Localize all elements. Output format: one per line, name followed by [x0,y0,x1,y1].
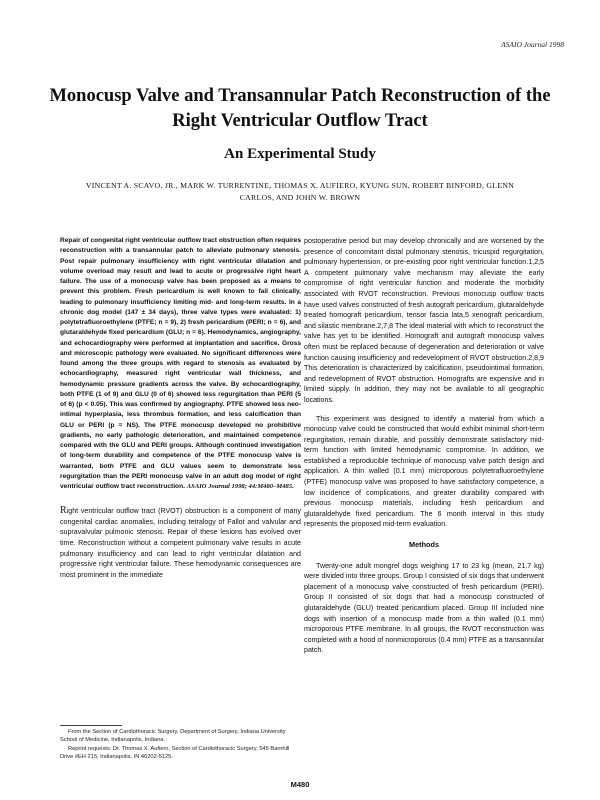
body-paragraph-2: This experiment was designed to identify a material from which a monocusp valve could be constructed that would exhibit minimal short-term regurgitation, remain durable, and possibly demonstrate satisfactory mid-term function with limited hemodynamic compromise. In addition, we established a reproducible technique of monocusp valve patch design and application. A thin walled (0.1 mm) microporous polytetrafluoroethylene (PTFE) monocusp valve was proposed to have satisfactory competence, a low incidence of complications, and greater durability compared with previous monocusp materials, including fresh pericardium and glutaraldehyde fixed pericardium. The 6 month interval in this study represents the proposed mid-term evaluation. [304,414,544,529]
abstract [60,236,301,492]
article-title: Monocusp Valve and Transannular Patch Reconstruction of the Right Ventricular Outflow Tract [49,86,551,131]
footnote-reprints: Reprint requests: Dr. Thomas X. Aufiero, Section of Cardiothoracic Surgery, 545 Barnhill Drive #EH 215, Indianapolis, IN 46202-5125. [60,746,290,760]
intro-text: ight ventricular outflow tract (RVOT) obstruction is a component of many congenital cardiac anomalies, including tetralogy of Fallot and valvular and supravalvular pulmonic stenosis. Repair of these lesions has evolved over time. Reconstruction without a competent pulmonary valve results in acute pulmonary insufficiency and can lead to right ventricular dilatation and progressive right ventricular failure. These hemodynamic consequences are most prominent in the immediate [60,507,301,579]
body-paragraph-1: postoperative period but may develop chronically and are worsened by the presence of concomitant distal pulmonary stenosis, tricuspid regurgitation, pulmonary hypertension, or pre-existing poor right ventricular function.1,2,5 A competent pulmonary valve mechanism may alleviate the early compromise of right ventricular function and moderate the morbidity associated with RVOT reconstruction. Previous monocusp outflow tracts have used valves constructed of fresh autograft pericardium, glutaraldehyde treated homograft pericardium, tensor fascia lata,5 xenograft pericardium, and silastic membrane.2,7,8 The ideal material with which to reconstruct the valve has yet to be identified. Homograft and autograft monocusp valves often must be replaced because of degeneration and deterioration or valve function causing insufficiency and redevelopment of RVOT obstruction.2,8,9 This deterioration is characterized by calcification, pseudointimal formation, and redevelopment of RVOT obstruction. Homografts are expensive and in limited supply. In addition, they may not be available to all geographic locations. [304,237,544,404]
methods-heading: Methods [409,540,439,550]
journal-header: ASAIO Journal 1998 [501,40,564,49]
right-column [304,236,544,664]
drop-cap: R [60,505,67,517]
abstract-text: Repair of congenital right ventricular outflow tract obstruction often requires reconstruction with a transannular patch to alleviate pulmonary stenosis. Post repair pulmonary insufficiency with right ventricular dilatation and volume overload may result and lead to acute or progressive right heart failure. The use of a monocusp valve has been proposed as a means to prevent this problem. Fresh pericardium is well known to fail clinically, leading to pulmonary insufficiency limiting mid- and long-term results. In a chronic dog model (147 ± 34 days), three valve types were evaluated: 1) polytetrafluoroethylene (PTFE; n = 9), 2) fresh pericardium (PERI; n = 6), and glutaraldehyde fixed pericardium (GLU; n = 6). Hemodynamics, angiography, and echocardiography were performed at implantation and sacrifice. Gross and microscopic pathology were evaluated. No significant differences were found among the three groups with regard to stenosis as evaluated by echocardiography, measured right ventricular wall thickness, and hemodynamic pressure gradients across the valve. By echocardiography, both PTFE (1 of 9) and GLU (0 of 6) showed less regurgitation than PERI (5 of 6) (p < 0.05). This was confirmed by angiography. PTFE showed less neo-intimal hyperplasia, less thrombus formation, and less calcification than GLU or PERI (p = NS). The PTFE monocusp developed no prohibitive gradients, no early pathologic deterioration, and maintained competence compared with the GLU and PERI groups. Although continued investigation of long-term durability and competence of the PTFE monocusp valve is warranted, both PTFE and GLU values seem to demonstrate less regurgitation than the PERI monocusp valve in an adult dog model of right ventricular outflow tract reconstruction. [60,237,301,490]
page-number: M480 [290,780,310,789]
footnote-rule [60,725,122,726]
author-list: VINCENT A. SCAVO, JR., MARK W. TURRENTINE, THOMAS X. AUFIERO, KYUNG SUN, ROBERT BINFORD, GLENN CARLOS, AND JOHN W. BROWN [85,181,515,202]
article-subtitle: An Experimental Study [224,146,376,162]
abstract-citation: ASAIO Journal 1998; 44:M480–M485. [186,483,294,490]
left-column [60,236,301,588]
footnote-affiliation: From the Section of Cardiothoracic Surgery, Department of Surgery, Indiana University School of Medicine, Indianapolis, Indiana. [60,729,286,743]
footnote [60,729,301,763]
intro-paragraph [60,506,301,580]
body-paragraph-3: Twenty-one adult mongrel dogs weighing 17 to 23 kg (mean, 21.7 kg) were divided into three groups. Group I consisted of six dogs that underwent placement of a monocusp valve constructed of fresh pericardium (PERI). Group II consisted of six dogs that had a monocusp constructed of glutaraldehyde (GLU) treated pericardium placed. Group III included nine dogs with insertion of a monocusp made from a thin walled (0.1 mm) microporous PTFE membrane. In all groups, the RVOT reconstruction was completed with a hood of nonmicroporous (0.4 mm) PTFE as a transannular patch. [304,561,544,655]
